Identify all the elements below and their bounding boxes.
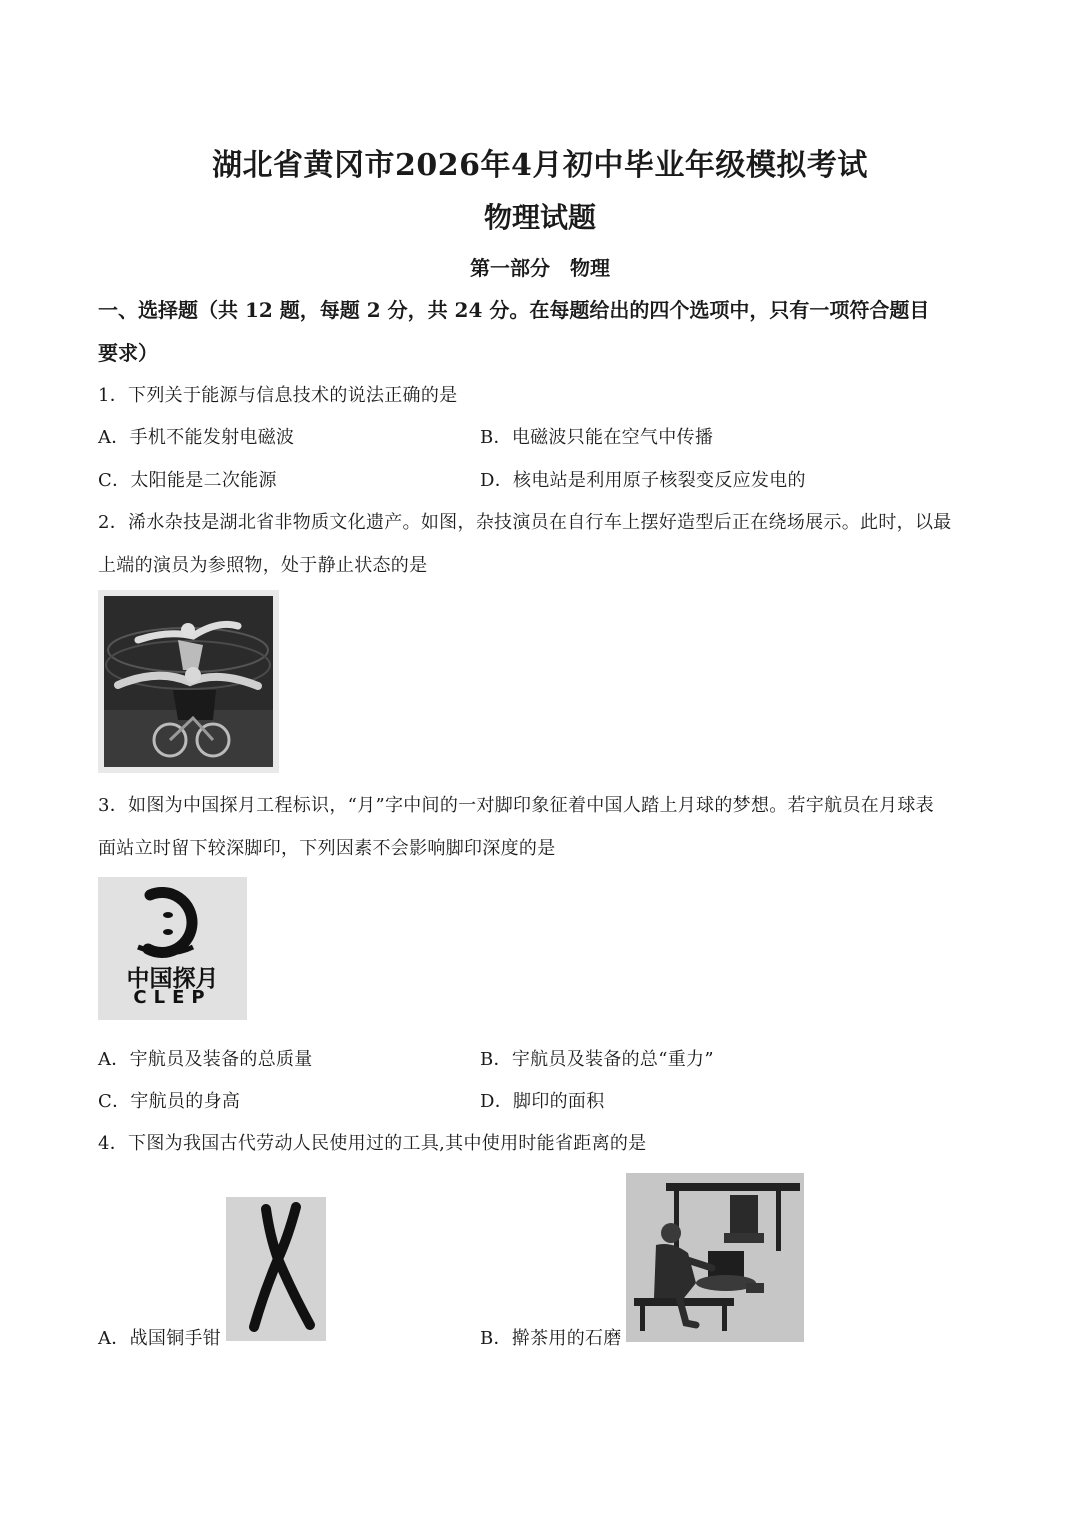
acrobat-bicycle-photo (98, 590, 279, 773)
question-3-option-c: C．宇航员的身高 (98, 1091, 241, 1112)
question-1-stem: 1．下列关于能源与信息技术的说法正确的是 (98, 385, 458, 406)
section-heading-cont: 要求） (98, 341, 158, 365)
question-2-stem: 2．浠水杂技是湖北省非物质文化遗产。如图，杂技演员在自行车上摆好造型后正在绕场展示。此时，以最 (98, 512, 952, 533)
question-1-option-b: B．电磁波只能在空气中传播 (480, 427, 714, 448)
question-1-option-a: A．手机不能发射电磁波 (98, 427, 295, 448)
exam-title: 湖北省黄冈市2026年4月初中毕业年级模拟考试 (212, 148, 868, 183)
question-1-option-d: D．核电站是利用原子核裂变反应发电的 (480, 470, 806, 491)
clep-logo (98, 877, 247, 1020)
clep-logo-en: CLEP (133, 987, 212, 1008)
question-3-option-d: D．脚印的面积 (480, 1091, 605, 1112)
question-1-option-c: C．太阳能是二次能源 (98, 470, 277, 491)
question-3-option-b: B．宇航员及装备的总“重力” (480, 1049, 714, 1070)
question-4-option-b: B．擀茶用的石磨 (480, 1328, 622, 1349)
subject-title: 物理试题 (483, 201, 596, 234)
part-title: 第一部分 物理 (470, 256, 610, 280)
stone-mill-image (626, 1173, 804, 1342)
question-4-stem: 4．下图为我国古代劳动人民使用过的工具,其中使用时能省距离的是 (98, 1133, 647, 1154)
clep-logo-cn: 中国探月 (126, 966, 219, 992)
section-heading: 一、选择题（共 12 题，每题 2 分，共 24 分。在每题给出的四个选项中，只有一项符合题目 (98, 298, 930, 322)
question-2-stem-cont: 上端的演员为参照物，处于静止状态的是 (98, 555, 428, 576)
question-3-option-a: A．宇航员及装备的总质量 (98, 1049, 313, 1070)
question-3-stem: 3．如图为中国探月工程标识，“月”字中间的一对脚印象征着中国人踏上月球的梦想。若宇航员在月球表 (98, 795, 934, 816)
bronze-pliers-image (226, 1197, 326, 1341)
question-4-option-a: A．战国铜手钳 (98, 1328, 222, 1349)
question-3-stem-cont: 面站立时留下较深脚印，下列因素不会影响脚印深度的是 (98, 838, 556, 859)
